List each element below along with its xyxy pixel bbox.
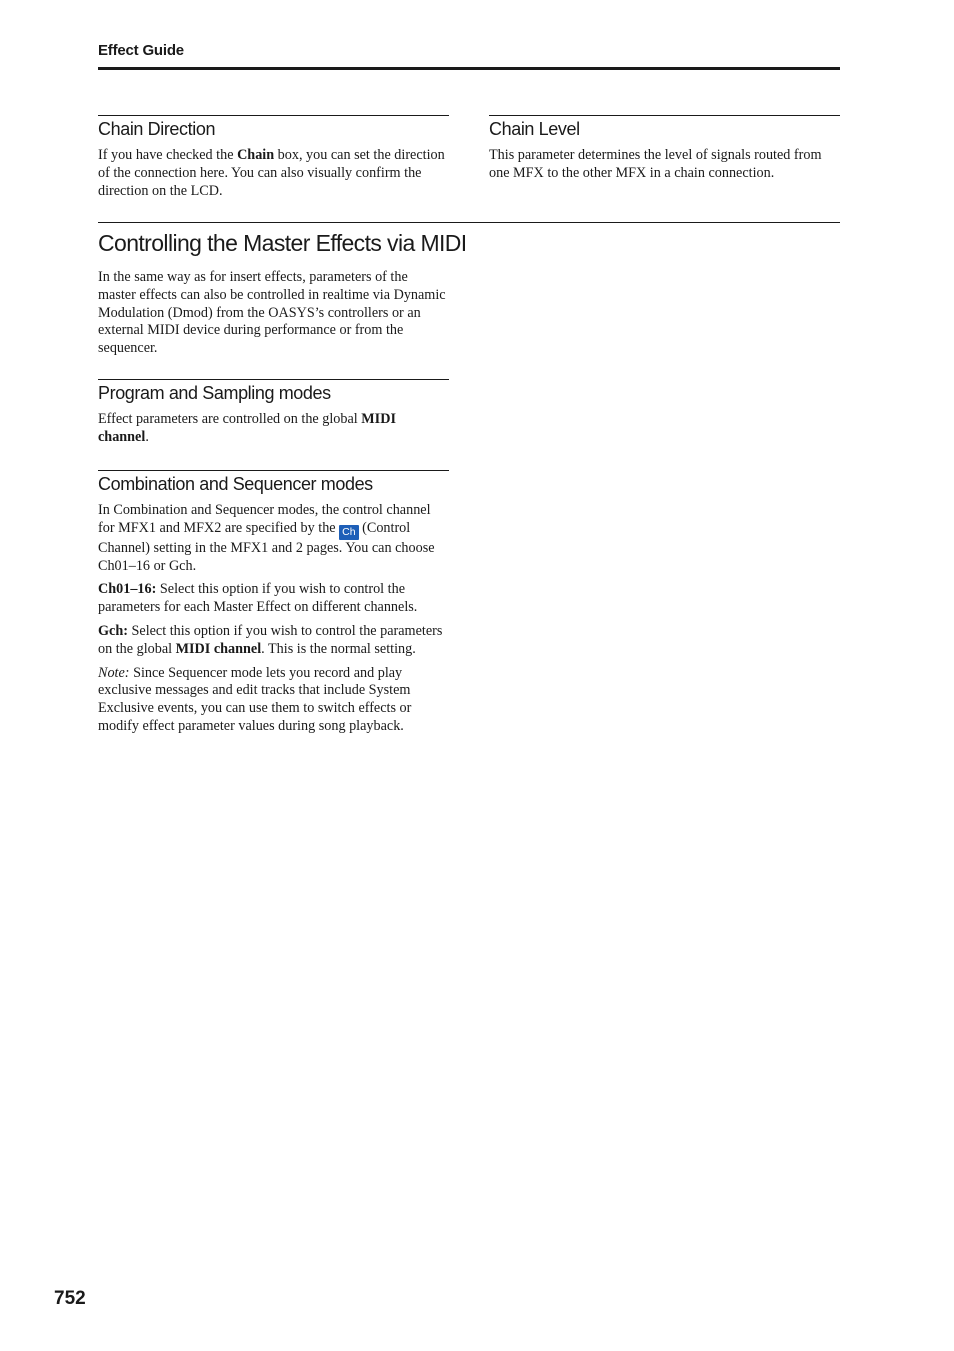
running-header: Effect Guide [98,42,184,59]
chain-direction-section [98,115,449,200]
chain-direction-heading: Chain Direction [98,119,216,139]
combi-seq-heading: Combination and Sequencer modes [98,474,373,494]
chain-level-heading: Chain Level [489,119,580,139]
program-sampling-section [98,379,449,447]
note-paragraph: Note: Since Sequencer mode lets you record and play exclusive messages and edit tracks that include System Exclusive events, you can use them to switch effects or modify effect parameter values during song playback. [98,664,412,734]
section-rule-wide [98,222,840,223]
midi-section [98,229,467,358]
midi-section-text: In the same way as for insert effects, parameters of the master effects can also be controlled in realtime via Dynamic Modulation (Dmod) from the OASYS’s controllers or an external MIDI device during performance or from the sequencer. [98,269,446,357]
midi-section-heading: Controlling the Master Effects via MIDI [98,230,467,256]
combi-seq-intro: In Combination and Sequencer modes, the control channel for MFX1 and MFX2 are specified by the Ch (Control Channel) setting in the MFX1 and 2 pages. You can choose Ch01–16 or Gch. [98,502,435,574]
chain-level-text: This parameter determines the level of signals routed from one MFX to the other MFX in a chain connection. [489,147,822,181]
combi-seq-section [98,470,449,736]
program-sampling-heading: Program and Sampling modes [98,383,331,403]
control-channel-icon: Ch [339,525,358,540]
header-rule [98,67,840,70]
gch-option: Gch: Select this option if you wish to control the parameters on the global MIDI channel. This is the normal setting. [98,622,443,657]
chain-level-section [489,115,840,183]
program-sampling-text: Effect parameters are controlled on the global MIDI channel. [98,411,396,445]
chain-direction-text: If you have checked the Chain box, you can set the direction of the connection here. You can also visually confirm the direction on the LCD. [98,147,445,199]
ch01-16-option: Ch01–16: Select this option if you wish to control the parameters for each Master Effect on different channels. [98,581,418,616]
page-number: 752 [54,1288,86,1309]
